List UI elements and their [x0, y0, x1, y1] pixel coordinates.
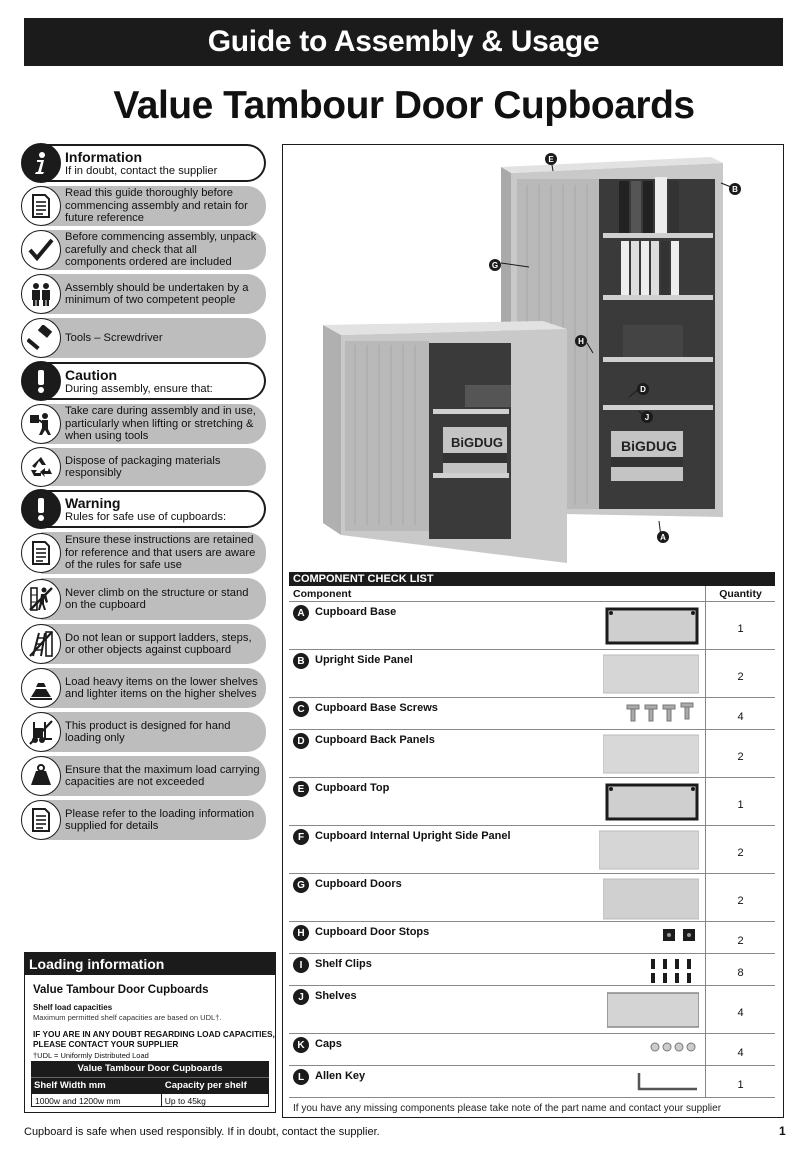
svg-text:J: J [644, 413, 650, 422]
image-label-g [489, 259, 501, 271]
component-cell [289, 1066, 705, 1097]
document-icon [21, 800, 61, 840]
guidance-item [21, 756, 266, 796]
product-panel [282, 144, 784, 1118]
component-quantity: 2 [705, 874, 775, 921]
component-quantity: 1 [705, 602, 775, 649]
component-name: Cupboard Base Screws [315, 702, 438, 714]
component-name: Cupboard Door Stops [315, 926, 430, 938]
guidance-text: Before commencing assembly, unpack carefully and check that all components ordered are included [65, 231, 257, 269]
component-label [289, 1066, 365, 1097]
component-cell [289, 1034, 705, 1065]
component-image [649, 1037, 699, 1062]
table-row [289, 1034, 775, 1066]
recycle-icon [21, 447, 61, 487]
section-heading [21, 490, 266, 528]
component-cell [289, 826, 705, 873]
component-letter: H [293, 925, 309, 941]
svg-text:D: D [640, 385, 646, 394]
image-label-a [657, 531, 669, 543]
image-label-b [729, 183, 741, 195]
loading-title: Value Tambour Door Cupboards [33, 984, 209, 996]
guidance-text: Ensure these instructions are retained for reference and that users are aware of the rules for safe use [65, 534, 256, 572]
table-row [289, 698, 775, 730]
component-label [289, 954, 372, 985]
guidance-item [21, 230, 266, 270]
guidance-text: Tools – Screwdriver [65, 331, 163, 344]
component-image [635, 1069, 699, 1098]
component-image [659, 925, 699, 950]
table-row [289, 922, 775, 954]
component-quantity: 4 [705, 1034, 775, 1065]
missing-components-note: If you have any missing components please take note of the part name and contact your supplier [293, 1103, 722, 1114]
capacity-value: Up to 45kg [164, 1096, 206, 1106]
loading-table-header [31, 1077, 269, 1093]
weight-icon [21, 756, 61, 796]
guidance-text: Ensure that the maximum load carrying capacities are not exceeded [65, 763, 260, 788]
footer-note: Cupboard is safe when used responsibly. If in doubt, contact the supplier. [24, 1126, 380, 1138]
guidance-text: Take care during assembly and in use, particularly when lifting or stretching & when using tools [65, 405, 256, 443]
guidance-item [21, 404, 266, 444]
component-label [289, 650, 413, 697]
hammer-icon [21, 318, 61, 358]
short-cupboard [323, 321, 567, 563]
guidance-text: This product is designed for hand loading only [65, 719, 231, 744]
section-subtitle: Rules for safe use of cupboards: [65, 510, 227, 523]
guidance-item [21, 578, 266, 620]
component-name: Cupboard Top [315, 782, 390, 794]
guidance-item [21, 668, 266, 708]
guidance-text: Dispose of packaging materials responsibly [65, 454, 221, 479]
svg-text:B: B [732, 185, 738, 194]
component-letter: L [293, 1069, 309, 1085]
table-row [289, 602, 775, 650]
component-cell [289, 954, 705, 985]
image-label-h [575, 335, 587, 347]
table-row [289, 954, 775, 986]
component-label [289, 986, 357, 1033]
table-row [289, 650, 775, 698]
component-quantity: 4 [705, 698, 775, 729]
safety-guidance-column [21, 144, 266, 844]
component-name: Shelves [315, 990, 357, 1002]
cupboards-image [283, 145, 782, 569]
section-heading-text [61, 149, 223, 177]
component-image [603, 733, 699, 780]
checklist-rows [289, 602, 775, 1098]
svg-text:H: H [578, 337, 584, 346]
section-heading [21, 362, 266, 400]
component-label [289, 602, 396, 649]
page-title: Value Tambour Door Cupboards [113, 84, 695, 127]
component-letter: A [293, 605, 309, 621]
component-name: Upright Side Panel [315, 654, 413, 666]
brand-text-tall: BiGDUG [621, 438, 677, 454]
component-check-list [289, 572, 775, 1114]
section-title: Warning [65, 494, 121, 511]
component-quantity: 2 [705, 922, 775, 953]
component-letter: G [293, 877, 309, 893]
guide-banner: Guide to Assembly & Usage [24, 18, 783, 66]
two-people-icon [21, 274, 61, 314]
component-label [289, 778, 389, 825]
component-image [603, 653, 699, 700]
component-letter: F [293, 829, 309, 845]
guidance-text: Load heavy items on the lower shelves and lighter items on the higher shelves [65, 675, 258, 700]
guidance-text: Do not lean or support ladders, steps, or other objects against cupboard [65, 631, 252, 656]
table-row [289, 874, 775, 922]
component-name: Cupboard Back Panels [315, 734, 435, 746]
component-label [289, 1034, 342, 1065]
guidance-item [21, 448, 266, 486]
section-title: Caution [65, 366, 118, 383]
guidance-text: Please refer to the loading information supplied for details [65, 807, 255, 832]
exclamation-icon [21, 489, 61, 529]
component-cell [289, 698, 705, 729]
component-name: Cupboard Internal Upright Side Panel [315, 830, 511, 842]
component-label [289, 698, 438, 729]
component-quantity: 8 [705, 954, 775, 985]
component-image [599, 829, 699, 876]
component-label [289, 922, 429, 953]
section-title: Information [65, 148, 142, 165]
loading-table-row [31, 1093, 269, 1107]
component-cell [289, 602, 705, 649]
svg-text:A: A [660, 533, 666, 542]
load-heavy-icon [21, 668, 61, 708]
shelf-sub: Maximum permitted shelf capacities are based on UDL†. [33, 1013, 222, 1022]
udl-note: †UDL = Uniformly Distributed Load [33, 1051, 149, 1060]
svg-text:G: G [491, 261, 499, 270]
svg-text:E: E [548, 155, 554, 164]
guidance-item [21, 712, 266, 752]
component-image [607, 989, 699, 1036]
col-capacity: Capacity per shelf [164, 1080, 247, 1091]
table-row [289, 826, 775, 874]
guidance-text: Never climb on the structure or stand on the cupboard [65, 586, 249, 611]
shelf-width-value: 1000w and 1200w mm [32, 1094, 162, 1106]
component-image [605, 605, 699, 652]
section-heading-text [61, 367, 219, 395]
exclamation-icon [21, 361, 61, 401]
component-letter: B [293, 653, 309, 669]
guidance-item [21, 532, 266, 574]
component-name: Allen Key [315, 1070, 366, 1082]
guidance-item [21, 800, 266, 840]
col-shelf-width: Shelf Width mm [34, 1080, 106, 1091]
component-name: Cupboard Base [315, 606, 397, 618]
component-label [289, 874, 402, 921]
component-quantity: 2 [705, 650, 775, 697]
document-icon [21, 533, 61, 573]
component-cell [289, 730, 705, 777]
loading-information-box [24, 952, 276, 1113]
component-label [289, 826, 511, 873]
table-row [289, 730, 775, 778]
table-row [289, 986, 775, 1034]
checklist-header: COMPONENT CHECK LIST [289, 572, 775, 586]
loading-table-title: Value Tambour Door Cupboards [31, 1061, 269, 1077]
component-cell [289, 778, 705, 825]
col-component: Component [293, 588, 352, 600]
component-letter: C [293, 701, 309, 717]
component-cell [289, 986, 705, 1033]
component-cell [289, 922, 705, 953]
component-letter: J [293, 989, 309, 1005]
component-image [605, 781, 699, 828]
section-subtitle: If in doubt, contact the supplier [65, 164, 218, 177]
component-label [289, 730, 435, 777]
checklist-columns [289, 586, 775, 602]
component-letter: D [293, 733, 309, 749]
no-climbing-icon [21, 579, 61, 619]
guidance-text: Read this guide thoroughly before commencing assembly and retain for future reference [65, 187, 248, 225]
page-number: 1 [779, 1124, 786, 1138]
component-letter: I [293, 957, 309, 973]
loading-header: Loading information [25, 953, 275, 975]
guidance-item [21, 624, 266, 664]
loading-table [31, 1061, 269, 1107]
section-heading-text [61, 495, 232, 523]
component-name: Caps [315, 1038, 342, 1050]
component-cell [289, 874, 705, 921]
brand-text-short: BiGDUG [451, 435, 503, 450]
guidance-text: Assembly should be undertaken by a minimum of two competent people [65, 281, 249, 306]
lifting-icon [21, 404, 61, 444]
guidance-item [21, 186, 266, 226]
component-name: Shelf Clips [315, 958, 372, 970]
table-row [289, 778, 775, 826]
component-quantity: 4 [705, 986, 775, 1033]
info-icon [21, 143, 61, 183]
table-row [289, 1066, 775, 1098]
shelf-label: Shelf load capacities [33, 1003, 113, 1012]
guidance-item [21, 318, 266, 358]
component-letter: K [293, 1037, 309, 1053]
guidance-item [21, 274, 266, 314]
col-quantity: Quantity [705, 586, 775, 601]
image-label-e [545, 153, 557, 165]
component-quantity: 1 [705, 1066, 775, 1097]
forklift-icon [21, 712, 61, 752]
section-subtitle: During assembly, ensure that: [65, 382, 213, 395]
component-quantity: 2 [705, 826, 775, 873]
component-name: Cupboard Doors [315, 878, 402, 890]
checkmark-icon [21, 230, 61, 270]
load-warning: IF YOU ARE IN ANY DOUBT REGARDING LOAD CAPACITIES, PLEASE CONTACT YOUR SUPPLIER [33, 1029, 275, 1049]
component-image [623, 701, 699, 728]
component-image [603, 877, 699, 926]
section-heading [21, 144, 266, 182]
image-label-j [641, 411, 653, 423]
component-letter: E [293, 781, 309, 797]
component-quantity: 1 [705, 778, 775, 825]
component-quantity: 2 [705, 730, 775, 777]
document-icon [21, 186, 61, 226]
ladder-icon [21, 624, 61, 664]
image-label-d [637, 383, 649, 395]
component-cell [289, 650, 705, 697]
